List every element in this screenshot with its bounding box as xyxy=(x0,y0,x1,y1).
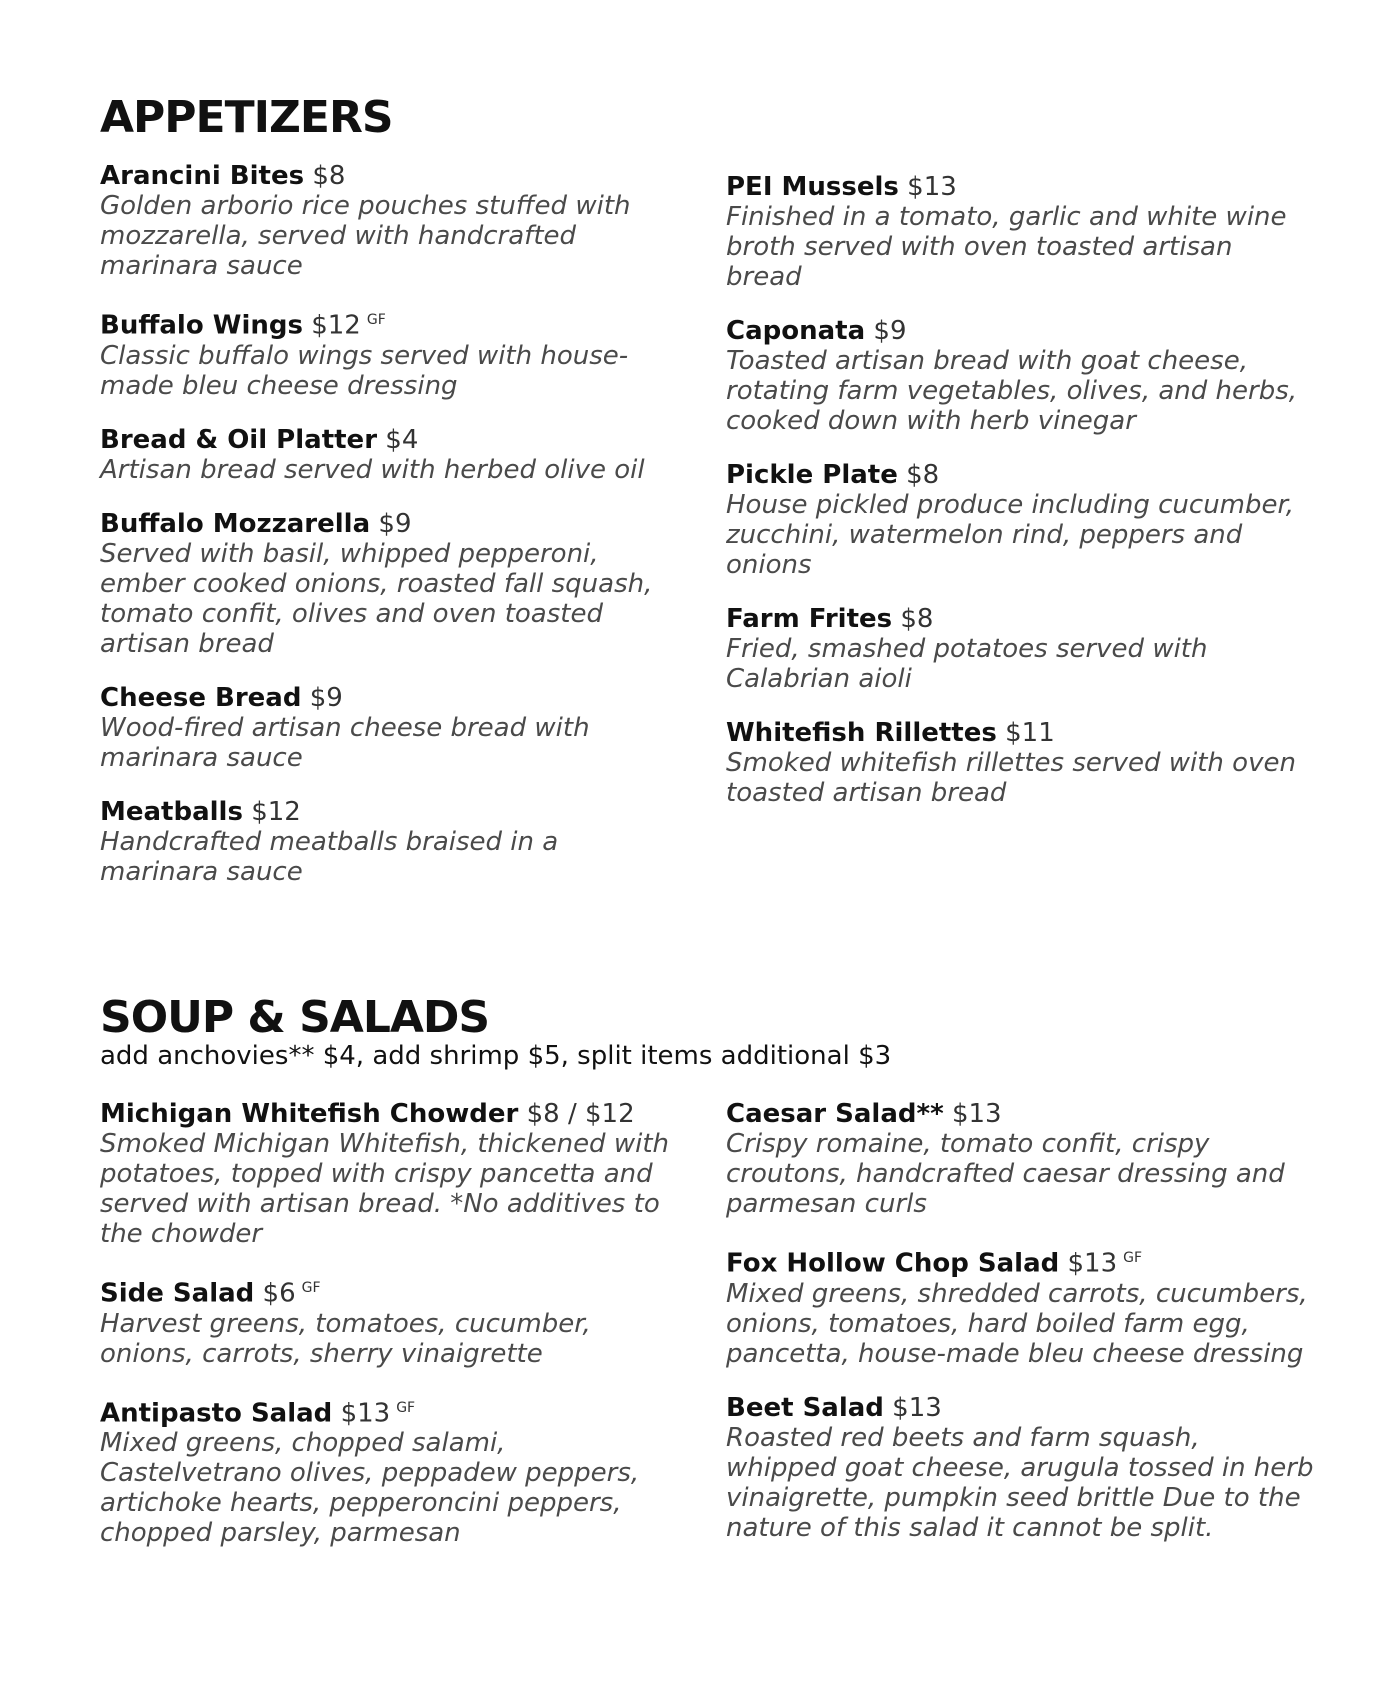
item-price: $8 xyxy=(900,604,934,634)
item-description: Toasted artisan bread with goat cheese, rotating farm vegetables, olives, and herbs, cooked down with herb vinegar xyxy=(726,346,1298,436)
item-price: $8 xyxy=(312,161,346,191)
soup-salads-title: SOUP & SALADS xyxy=(100,992,490,1043)
menu-item xyxy=(100,1393,680,1549)
appetizers-left-column xyxy=(100,161,680,887)
soups-right-column xyxy=(726,1099,1316,1543)
menu-item xyxy=(100,1273,680,1369)
item-description: House pickled produce including cucumber, zucchini, watermelon rind, peppers and onions xyxy=(726,490,1295,580)
item-name: Farm Frites xyxy=(726,604,893,634)
menu-item xyxy=(726,1393,1316,1543)
item-name: Fox Hollow Chop Salad xyxy=(726,1248,1060,1279)
item-description: Crispy romaine, tomato confit, crispy croutons, handcrafted caesar dressing and parmesan curls xyxy=(726,1129,1285,1219)
menu-item xyxy=(100,797,680,887)
menu-item xyxy=(726,316,1316,436)
item-name: Arancini Bites xyxy=(100,161,305,191)
item-price: $13 xyxy=(907,172,957,202)
item-name: Bread & Oil Platter xyxy=(100,424,378,455)
menu-item xyxy=(726,172,1316,292)
item-name: Meatballs xyxy=(100,796,243,827)
appetizers-title: APPETIZERS xyxy=(100,92,393,143)
item-name: Whitefish Rillettes xyxy=(726,718,997,748)
item-price: $4 xyxy=(385,424,419,455)
item-description: Mixed greens, shredded carrots, cucumbers, onions, tomatoes, hard boiled farm egg, pancetta, house-made bleu cheese dressing xyxy=(726,1278,1308,1369)
item-price: $13 xyxy=(340,1398,391,1429)
gluten-free-tag: GF xyxy=(1123,1250,1143,1266)
add-ons-note: add anchovies** $4, add shrimp $5, split items additional $3 xyxy=(100,1041,892,1071)
item-name: Caesar Salad** xyxy=(726,1099,944,1129)
item-price: $8 / $12 xyxy=(526,1099,635,1129)
item-price: $13 xyxy=(892,1392,942,1423)
gluten-free-tag: GF xyxy=(396,1399,416,1416)
item-price: $13 xyxy=(1067,1248,1118,1279)
gluten-free-tag: GF xyxy=(366,312,386,328)
gluten-free-tag: GF xyxy=(301,1280,321,1296)
menu-item xyxy=(100,683,680,773)
menu-item xyxy=(100,425,680,485)
item-description: Golden arborio rice pouches stuffed with mozzarella, served with handcrafted marinara sauce xyxy=(100,191,631,281)
item-name: Buffalo Wings xyxy=(100,310,303,341)
menu-item xyxy=(100,509,680,659)
item-name: Pickle Plate xyxy=(726,460,898,490)
soups-left-column xyxy=(100,1099,680,1548)
item-description: Classic buffalo wings served with house-made bleu cheese dressing xyxy=(100,340,629,401)
item-description: Mixed greens, chopped salami, Castelvetrano olives, peppadew peppers, artichoke hearts, pepperoncini peppers, chopped parsley, parmesan xyxy=(100,1428,640,1549)
menu-item xyxy=(726,718,1316,808)
menu-item xyxy=(100,1099,680,1249)
item-name: Beet Salad xyxy=(726,1392,884,1423)
item-price: $11 xyxy=(1005,718,1055,748)
menu-item xyxy=(726,460,1316,580)
item-description: Smoked Michigan Whitefish, thickened with potatoes, topped with crispy pancetta and served with artisan bread. *No additives to the chowder xyxy=(100,1129,669,1249)
item-name: Cheese Bread xyxy=(100,682,302,713)
item-name: PEI Mussels xyxy=(726,172,899,202)
item-name: Side Salad xyxy=(100,1278,255,1309)
item-description: Served with basil, whipped pepperoni, ember cooked onions, roasted fall squash, tomato confit, olives and oven toasted artisan bread xyxy=(100,538,653,659)
item-description: Finished in a tomato, garlic and white wine broth served with oven toasted artisan bread xyxy=(726,202,1287,292)
item-price: $9 xyxy=(309,682,343,713)
item-name: Michigan Whitefish Chowder xyxy=(100,1099,519,1129)
menu-item xyxy=(726,1243,1316,1369)
item-price: $13 xyxy=(951,1099,1002,1129)
menu-item xyxy=(100,161,680,281)
menu-item xyxy=(726,604,1316,694)
item-description: Wood-fired artisan cheese bread with marinara sauce xyxy=(100,712,590,773)
item-description: Smoked whitefish rillettes served with oven toasted artisan bread xyxy=(726,748,1296,808)
item-price: $9 xyxy=(378,508,412,539)
item-description: Fried, smashed potatoes served with Calabrian aioli xyxy=(726,634,1208,694)
item-description: Roasted red beets and farm squash, whipped goat cheese, arugula tossed in herb vinaigrette, pumpkin seed brittle Due to the nature of this salad it cannot be split. xyxy=(726,1422,1314,1543)
item-price: $9 xyxy=(873,316,907,346)
item-description: Harvest greens, tomatoes, cucumber, onions, carrots, sherry vinaigrette xyxy=(100,1308,591,1369)
item-name: Buffalo Mozzarella xyxy=(100,508,371,539)
item-price: $6 xyxy=(262,1278,296,1309)
item-price: $12 xyxy=(251,796,301,827)
item-price: $8 xyxy=(906,460,940,490)
menu-item xyxy=(100,305,680,401)
item-name: Caponata xyxy=(726,316,866,346)
item-price: $12 xyxy=(311,310,361,341)
appetizers-right-column xyxy=(726,172,1316,808)
item-description: Artisan bread served with herbed olive oil xyxy=(100,454,645,485)
menu-item xyxy=(726,1099,1316,1219)
item-name: Antipasto Salad xyxy=(100,1398,333,1429)
item-description: Handcrafted meatballs braised in a marinara sauce xyxy=(100,826,559,887)
